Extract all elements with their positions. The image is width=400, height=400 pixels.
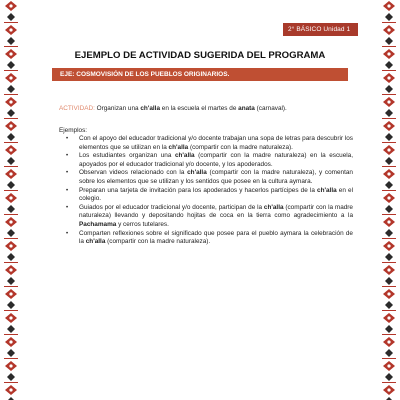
motif-line — [4, 46, 18, 47]
pattern-motif — [382, 169, 396, 191]
motif-diamond — [385, 349, 393, 357]
item-text: Con el apoyo del educador tradicional y/o docente trabajan una sopa de letras para descubrir los elementos que se utilizan en la — [79, 135, 353, 151]
list-item — [59, 230, 353, 247]
motif-diamond — [7, 229, 15, 237]
motif-dot — [9, 4, 12, 7]
activity-text: (carnaval). — [254, 105, 287, 112]
item-text: Observan videos relacionado con la — [79, 169, 188, 177]
bullet-icon: • — [66, 187, 69, 194]
motif-diamond — [385, 61, 393, 69]
bullet-icon: • — [66, 170, 69, 177]
motif-line — [382, 358, 396, 359]
motif-diamond — [7, 61, 15, 69]
pattern-motif — [382, 289, 396, 311]
item-text: (compartir con la madre naturaleza) en la escuela, apoyados por el educador tradicional y/o docente, y los apoderados. — [79, 152, 354, 168]
motif-line — [4, 214, 18, 215]
motif-dot — [387, 148, 390, 151]
motif-line — [382, 46, 396, 47]
motif-dot — [387, 172, 390, 175]
motif-line — [4, 70, 18, 71]
pattern-motif — [382, 313, 396, 335]
motif-dot — [9, 172, 12, 175]
pattern-motif — [4, 385, 18, 400]
motif-line — [4, 238, 18, 239]
motif-line — [382, 286, 396, 287]
list-item — [59, 169, 353, 186]
motif-diamond — [7, 205, 15, 213]
item-term: ch'alla — [168, 143, 189, 151]
item-term: ch'alla — [174, 152, 195, 160]
motif-diamond — [7, 157, 15, 165]
motif-diamond — [385, 85, 393, 93]
item-term: ch'alla — [187, 169, 207, 177]
motif-line — [4, 262, 18, 263]
motif-dot — [9, 244, 12, 247]
motif-line — [4, 118, 18, 119]
pattern-motif — [382, 193, 396, 215]
motif-dot — [9, 28, 12, 31]
examples-heading: Ejemplos: — [59, 127, 88, 134]
motif-dot — [9, 292, 12, 295]
motif-diamond — [7, 301, 15, 309]
pattern-motif — [4, 145, 18, 167]
item-text: Comparten reflexiones sobre el significado que posee para el pueblo aymara la celebración de la — [79, 229, 353, 246]
list-item — [59, 204, 353, 230]
pattern-motif — [382, 217, 396, 239]
pattern-motif — [4, 241, 18, 263]
motif-line — [4, 190, 18, 191]
pattern-motif — [4, 97, 18, 119]
motif-dot — [9, 100, 12, 103]
motif-diamond — [385, 109, 393, 117]
motif-diamond — [385, 253, 393, 261]
motif-dot — [387, 28, 390, 31]
motif-dot — [387, 340, 390, 343]
motif-line — [382, 94, 396, 95]
motif-dot — [9, 76, 12, 79]
item-term: ch'alla — [85, 238, 106, 246]
pattern-motif — [382, 337, 396, 359]
pattern-motif — [4, 313, 18, 335]
motif-dot — [9, 364, 12, 367]
bullet-icon: • — [66, 153, 69, 160]
motif-diamond — [7, 37, 15, 45]
motif-line — [4, 22, 18, 23]
pattern-motif — [4, 73, 18, 95]
motif-dot — [387, 292, 390, 295]
motif-diamond — [385, 301, 393, 309]
pattern-motif — [382, 121, 396, 143]
axis-banner: EJE: COSMOVISIÓN DE LOS PUEBLOS ORIGINARIOS. — [52, 68, 348, 81]
motif-diamond — [385, 157, 393, 165]
motif-dot — [9, 196, 12, 199]
motif-dot — [387, 388, 390, 391]
motif-dot — [9, 124, 12, 127]
pattern-motif — [4, 121, 18, 143]
pattern-motif — [4, 265, 18, 287]
motif-diamond — [7, 85, 15, 93]
pattern-motif — [382, 241, 396, 263]
motif-dot — [9, 388, 12, 391]
motif-line — [382, 214, 396, 215]
motif-line — [382, 238, 396, 239]
pattern-motif — [382, 145, 396, 167]
motif-diamond — [7, 373, 15, 381]
motif-diamond — [7, 13, 15, 21]
motif-dot — [9, 268, 12, 271]
motif-line — [4, 382, 18, 383]
motif-dot — [387, 316, 390, 319]
pattern-motif — [4, 25, 18, 47]
pattern-motif — [4, 1, 18, 23]
motif-diamond — [7, 349, 15, 357]
motif-diamond — [385, 181, 393, 189]
pattern-motif — [382, 73, 396, 95]
motif-line — [382, 262, 396, 263]
pattern-motif — [4, 289, 18, 311]
motif-line — [382, 118, 396, 119]
motif-dot — [387, 220, 390, 223]
list-item — [59, 135, 353, 152]
bullet-icon: • — [66, 204, 69, 211]
pattern-motif — [4, 169, 18, 191]
pattern-motif — [4, 361, 18, 383]
item-term: Pachamama — [79, 220, 117, 228]
item-text: en el colegio. — [79, 186, 353, 203]
motif-line — [4, 286, 18, 287]
motif-line — [4, 310, 18, 311]
motif-dot — [387, 268, 390, 271]
motif-line — [4, 358, 18, 359]
item-term: ch'alla — [263, 203, 284, 211]
motif-dot — [387, 364, 390, 367]
activity-label: ACTIVIDAD: — [59, 105, 95, 112]
item-text: (compartir con la madre naturaleza), y comentan sobre los elementos que se utilizan y los sentidos que posee en la cultura aymara. — [79, 169, 353, 185]
pattern-motif — [382, 385, 396, 400]
motif-diamond — [385, 37, 393, 45]
motif-line — [4, 334, 18, 335]
item-text: y cerros tutelares. — [116, 220, 169, 228]
motif-line — [382, 190, 396, 191]
bullet-icon: • — [66, 136, 69, 142]
pattern-motif — [382, 1, 396, 23]
item-text: (compartir con la madre naturaleza). — [188, 143, 293, 151]
item-text: (compartir con la madre naturaleza). — [105, 238, 211, 246]
motif-dot — [387, 196, 390, 199]
motif-line — [382, 70, 396, 71]
item-text: Guiados por el educador tradicional y/o docente, participan de la — [79, 203, 264, 211]
motif-diamond — [7, 133, 15, 141]
motif-line — [382, 382, 396, 383]
activity-statement — [59, 104, 359, 113]
activity-text: Organizan una — [94, 105, 141, 112]
motif-dot — [387, 244, 390, 247]
motif-diamond — [385, 229, 393, 237]
activity-text: en la escuela el martes de — [160, 105, 239, 112]
motif-diamond — [385, 373, 393, 381]
motif-diamond — [7, 253, 15, 261]
motif-diamond — [385, 325, 393, 333]
motif-dot — [387, 76, 390, 79]
motif-dot — [387, 124, 390, 127]
list-item — [59, 152, 353, 169]
item-text: (compartir con la madre naturaleza) llevando y depositando hojitas de coca en la tierra como agradecimiento a la — [79, 203, 353, 220]
grade-badge: 2° BÁSICO Unidad 1 — [283, 23, 358, 36]
item-text: Preparan una tarjeta de invitación para los apoderados y hacerlos partícipes de la — [79, 186, 318, 194]
pattern-motif — [382, 97, 396, 119]
motif-dot — [387, 100, 390, 103]
motif-dot — [9, 220, 12, 223]
item-term: ch'alla — [317, 186, 337, 194]
page-title: EJEMPLO DE ACTIVIDAD SUGERIDA DEL PROGRAMA — [74, 50, 326, 61]
pattern-motif — [4, 193, 18, 215]
motif-diamond — [7, 109, 15, 117]
activity-term: anata — [238, 105, 255, 112]
motif-line — [4, 142, 18, 143]
motif-line — [382, 334, 396, 335]
item-text: Los estudiantes organizan una — [79, 152, 175, 160]
motif-diamond — [7, 325, 15, 333]
list-item — [59, 187, 353, 204]
pattern-motif — [4, 337, 18, 359]
motif-line — [4, 94, 18, 95]
motif-diamond — [385, 277, 393, 285]
pattern-motif — [382, 265, 396, 287]
motif-line — [382, 166, 396, 167]
motif-diamond — [385, 13, 393, 21]
motif-dot — [9, 340, 12, 343]
motif-dot — [9, 316, 12, 319]
motif-line — [382, 310, 396, 311]
pattern-motif — [382, 361, 396, 383]
pattern-motif — [4, 217, 18, 239]
motif-diamond — [7, 277, 15, 285]
motif-line — [382, 142, 396, 143]
motif-dot — [387, 4, 390, 7]
motif-line — [4, 166, 18, 167]
motif-diamond — [385, 133, 393, 141]
motif-line — [382, 22, 396, 23]
motif-diamond — [385, 205, 393, 213]
examples-list — [59, 135, 353, 247]
motif-diamond — [7, 181, 15, 189]
activity-term: ch'alla — [140, 105, 160, 112]
motif-dot — [9, 148, 12, 151]
pattern-motif — [382, 25, 396, 47]
bullet-icon: • — [66, 230, 69, 237]
